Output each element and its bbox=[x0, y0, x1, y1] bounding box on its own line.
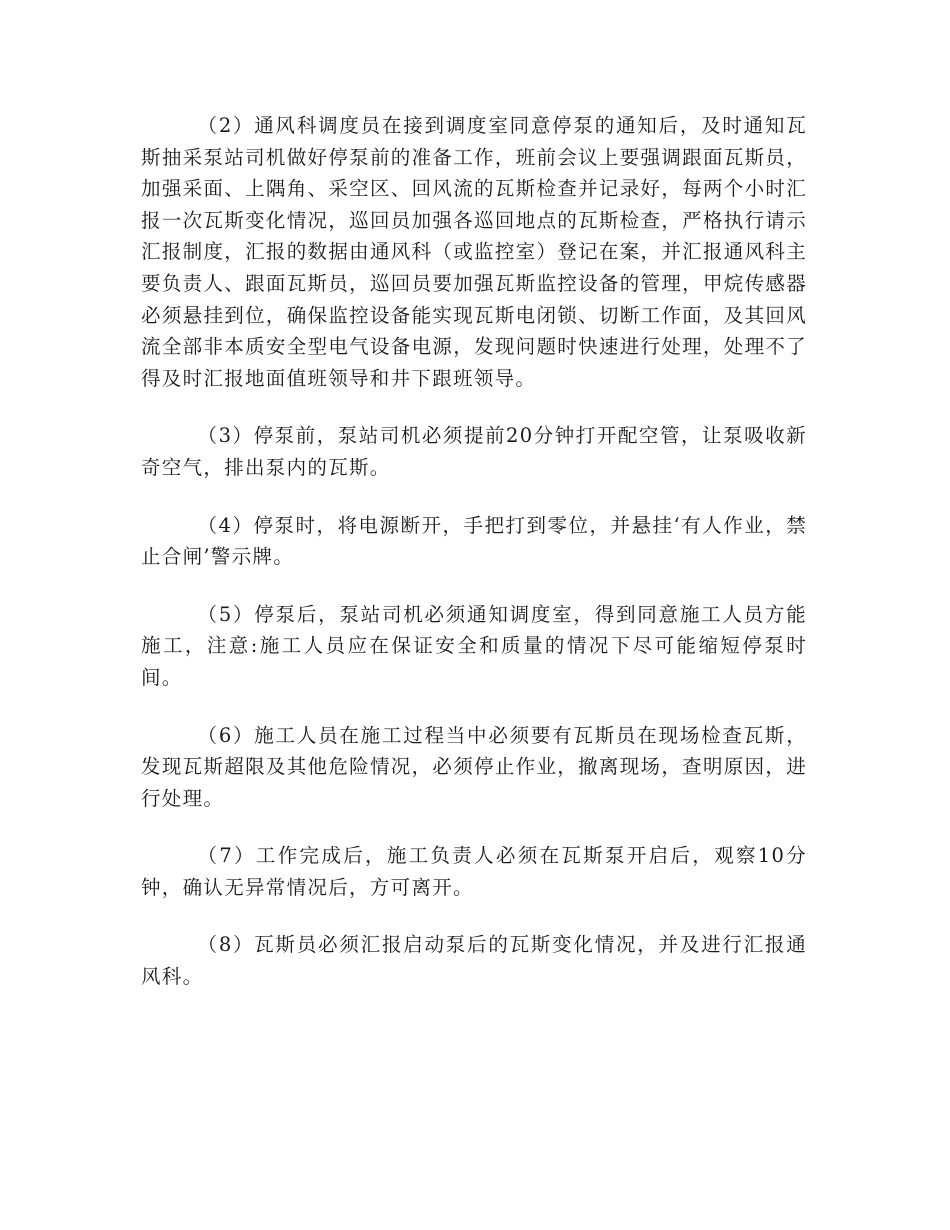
document-body bbox=[141, 110, 807, 993]
paragraph-4: （4）停泵时，将电源断开，手把打到零位，并悬挂‘有人作业，禁止合闸’警示牌。 bbox=[141, 513, 807, 569]
paragraph-2: （2）通风科调度员在接到调度室同意停泵的通知后，及时通知瓦斯抽采泵站司机做好停泵前的准备工作，班前会议上要强调跟面瓦斯员，加强采面、上隅角、采空区、回风流的瓦斯检查并记录好，每两个小时汇报一次瓦斯变化情况，巡回员加强各巡回地点的瓦斯检查，严格执行请示汇报制度，汇报的数据由通风科（或监控室）登记在案，并汇报通风科主要负责人、跟面瓦斯员，巡回员要加强瓦斯监控设备的管理，甲烷传感器必须悬挂到位，确保监控设备能实现瓦斯电闭锁、切断工作面，及其回风流全部非本质安全型电气设备电源，发现问题时快速进行处理，处理不了得及时汇报地面值班领导和井下跟班领导。 bbox=[141, 114, 807, 390]
paragraph-8: （8）瓦斯员必须汇报启动泵后的瓦斯变化情况，并及进行汇报通风科。 bbox=[141, 933, 807, 989]
paragraph-6: （6）施工人员在施工过程当中必须要有瓦斯员在现场检查瓦斯，发现瓦斯超限及其他危险情况，必须停止作业，撤离现场，查明原因，进行处理。 bbox=[141, 723, 807, 810]
paragraph-5: （5）停泵后，泵站司机必须通知调度室，得到同意施工人员方能施工，注意:施工人员应在保证安全和质量的情况下尽可能缩短停泵时间。 bbox=[141, 602, 807, 689]
paragraph-3: （3）停泵前，泵站司机必须提前20分钟打开配空管，让泵吸收新奇空气，排出泵内的瓦斯。 bbox=[141, 424, 807, 479]
paragraph-7: （7）工作完成后，施工负责人必须在瓦斯泵开启后，观察10分钟，确认无异常情况后，方可离开。 bbox=[141, 844, 807, 899]
